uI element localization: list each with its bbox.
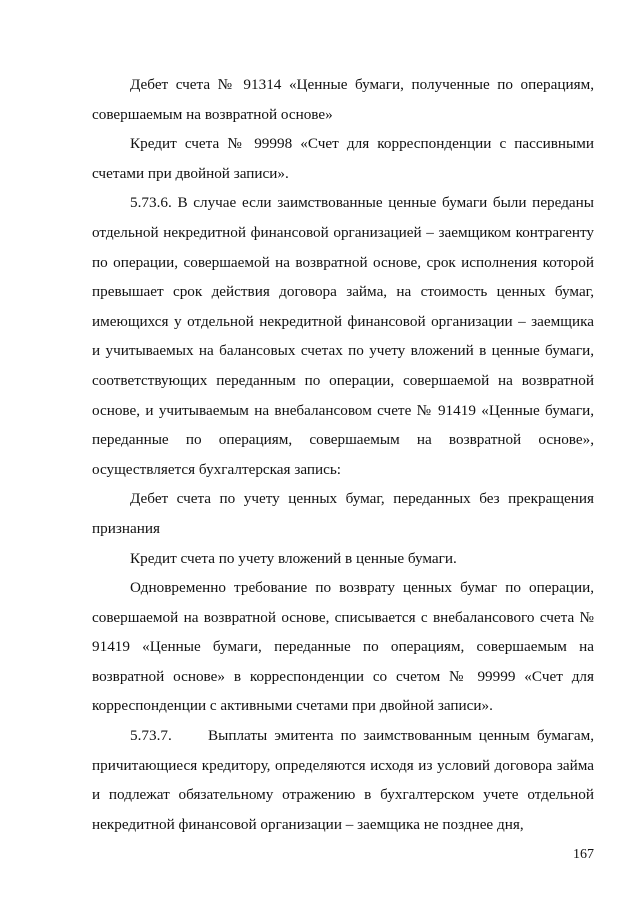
paragraph-5-73-7 (92, 721, 594, 839)
document-page (92, 70, 594, 839)
page-number: 167 (573, 847, 594, 862)
paragraph-5-73-6: 5.73.6. В случае если заимствованные ценные бумаги были переданы отдельной некредитной финансовой организацией – заемщиком контрагенту по операции, совершаемой на возвратной основе, срок исполнения которой превышает срок действия договора займа, на стоимость ценных бумаг, имеющихся у отдельной некредитной финансовой организации – заемщика и учитываемых на балансовых счетах по учету вложений в ценные бумаги, соответствующих переданным по операции, совершаемой на возвратной основе, и учитываемым на внебалансовом счете № 91419 «Ценные бумаги, переданные по операциям, совершаемым на возвратной основе», осуществляется бухгалтерская запись: (92, 194, 594, 478)
paragraph-credit-99998: Кредит счета № 99998 «Счет для корреспонденции с пассивными счетами при двойной записи». (92, 135, 594, 182)
paragraph-debit-securities: Дебет счета по учету ценных бумаг, переданных без прекращения признания (92, 490, 594, 537)
paragraph-debit-91314: Дебет счета № 91314 «Ценные бумаги, полученные по операциям, совершаемым на возвратной основе» (92, 76, 594, 123)
item-number: 5.73.7. (130, 727, 172, 745)
paragraph-credit-investments: Кредит счета по учету вложений в ценные бумаги. (130, 549, 457, 567)
paragraph-simultaneously: Одновременно требование по возврату ценных бумаг по операции, совершаемой на возвратной основе, списывается с внебалансового счета № 91419 «Ценные бумаги, переданные по операциям, совершаемым на возвратной основе» в корреспонденции со счетом № 99999 «Счет для корреспонденции с активными счетами при двойной записи». (92, 579, 594, 715)
item-text: Выплаты эмитента по заимствованным ценным бумагам, причитающиеся кредитору, определяются исходя из условий договора займа и подлежат обязательному отражению в бухгалтерском учете отдельной некредитной финансовой организации – заемщика не позднее дня, (92, 727, 594, 833)
